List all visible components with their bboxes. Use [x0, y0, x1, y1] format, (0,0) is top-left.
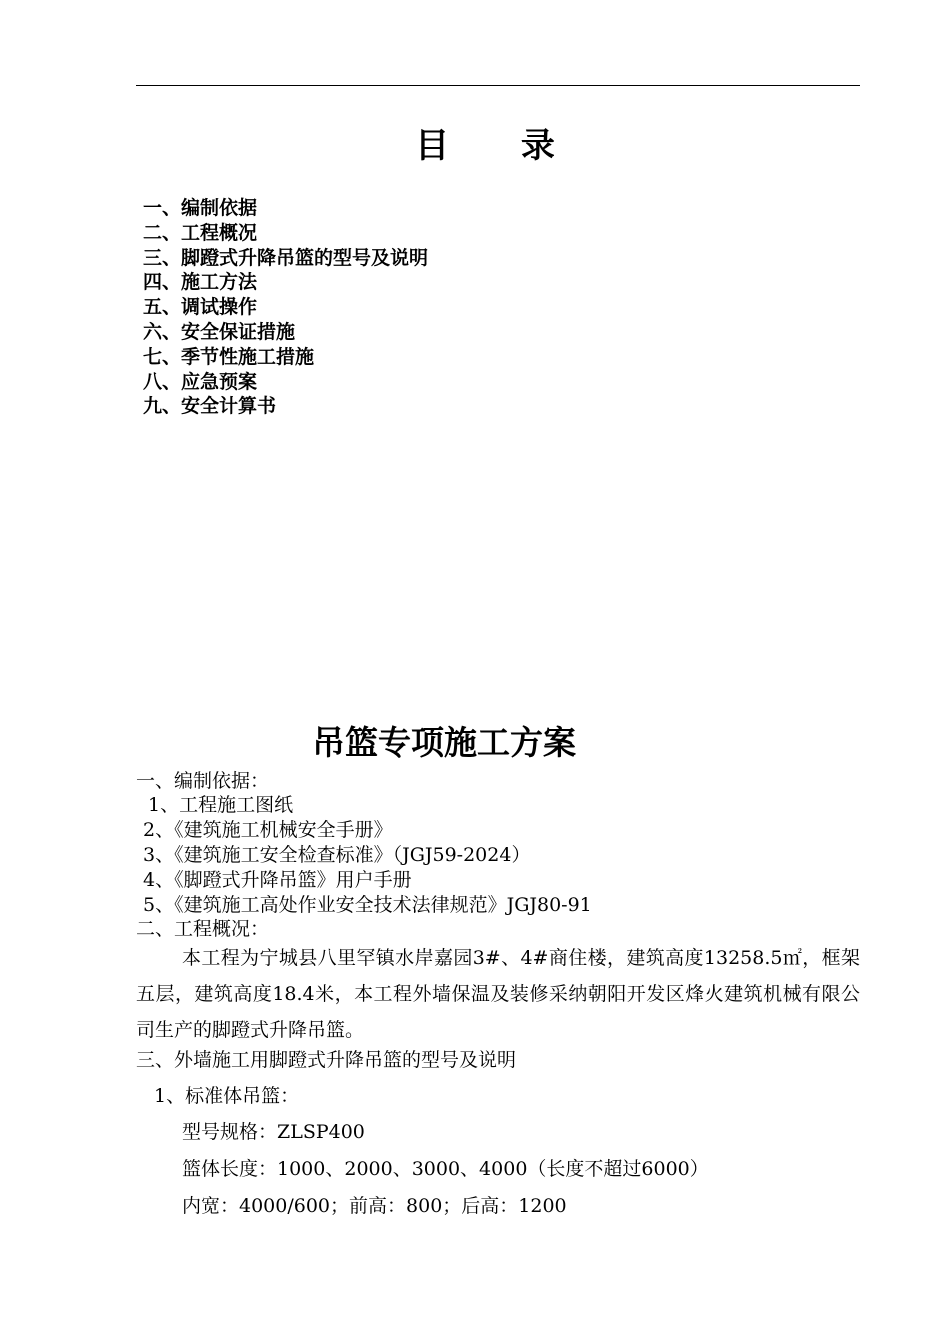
toc-item[interactable]: 八、应急预案 [143, 370, 258, 393]
basis-item: 3、《建筑施工安全检查标准》（JGJ59-2024） [143, 844, 531, 866]
section-heading-models: 三、外墙施工用脚蹬式升降吊篮的型号及说明 [136, 1049, 517, 1071]
basis-item: 1、工程施工图纸 [148, 794, 294, 816]
basis-item: 4、《脚蹬式升降吊篮》用户手册 [143, 869, 412, 891]
toc-item[interactable]: 六、安全保证措施 [143, 320, 296, 343]
toc-item[interactable]: 二、工程概况 [143, 221, 258, 244]
toc-title: 目 录 [415, 126, 585, 166]
basis-item: 2、《建筑施工机械安全手册》 [143, 819, 393, 841]
header-rule [136, 85, 860, 86]
overview-paragraph: 本工程为宁城县八里罕镇水岸嘉园3#、4#商住楼，建筑高度13258.5㎡，框架五层，建筑高度18.4米，本工程外墙保温及装修采纳朝阳开发区烽火建筑机械有限公司生产的脚蹬式升降吊篮。 [136, 947, 860, 1041]
spec-model: 型号规格：ZLSP400 [182, 1121, 365, 1143]
toc-item[interactable]: 七、季节性施工措施 [143, 345, 315, 368]
document-title: 吊篮专项施工方案 [312, 723, 576, 762]
basis-item: 5、《建筑施工高处作业安全技术法律规范》JGJ80-91 [143, 894, 592, 916]
toc-item[interactable]: 一、编制依据 [143, 197, 258, 219]
toc-item[interactable]: 五、调试操作 [143, 296, 258, 319]
section-heading-basis: 一、编制依据： [136, 770, 270, 792]
section-heading-overview: 二、工程概况： [136, 918, 270, 940]
toc-item[interactable]: 三、脚蹬式升降吊篮的型号及说明 [143, 246, 429, 269]
toc-item[interactable]: 九、安全计算书 [143, 395, 277, 418]
spec-length: 篮体长度：1000、2000、3000、4000（长度不超过6000） [182, 1158, 709, 1180]
toc-list [143, 196, 428, 419]
toc-item[interactable]: 四、施工方法 [143, 271, 258, 294]
sub-heading-standard-basket: 1、标准体吊篮： [154, 1085, 300, 1107]
spec-dimensions: 内宽：4000/600；前高：800；后高：1200 [182, 1195, 567, 1217]
